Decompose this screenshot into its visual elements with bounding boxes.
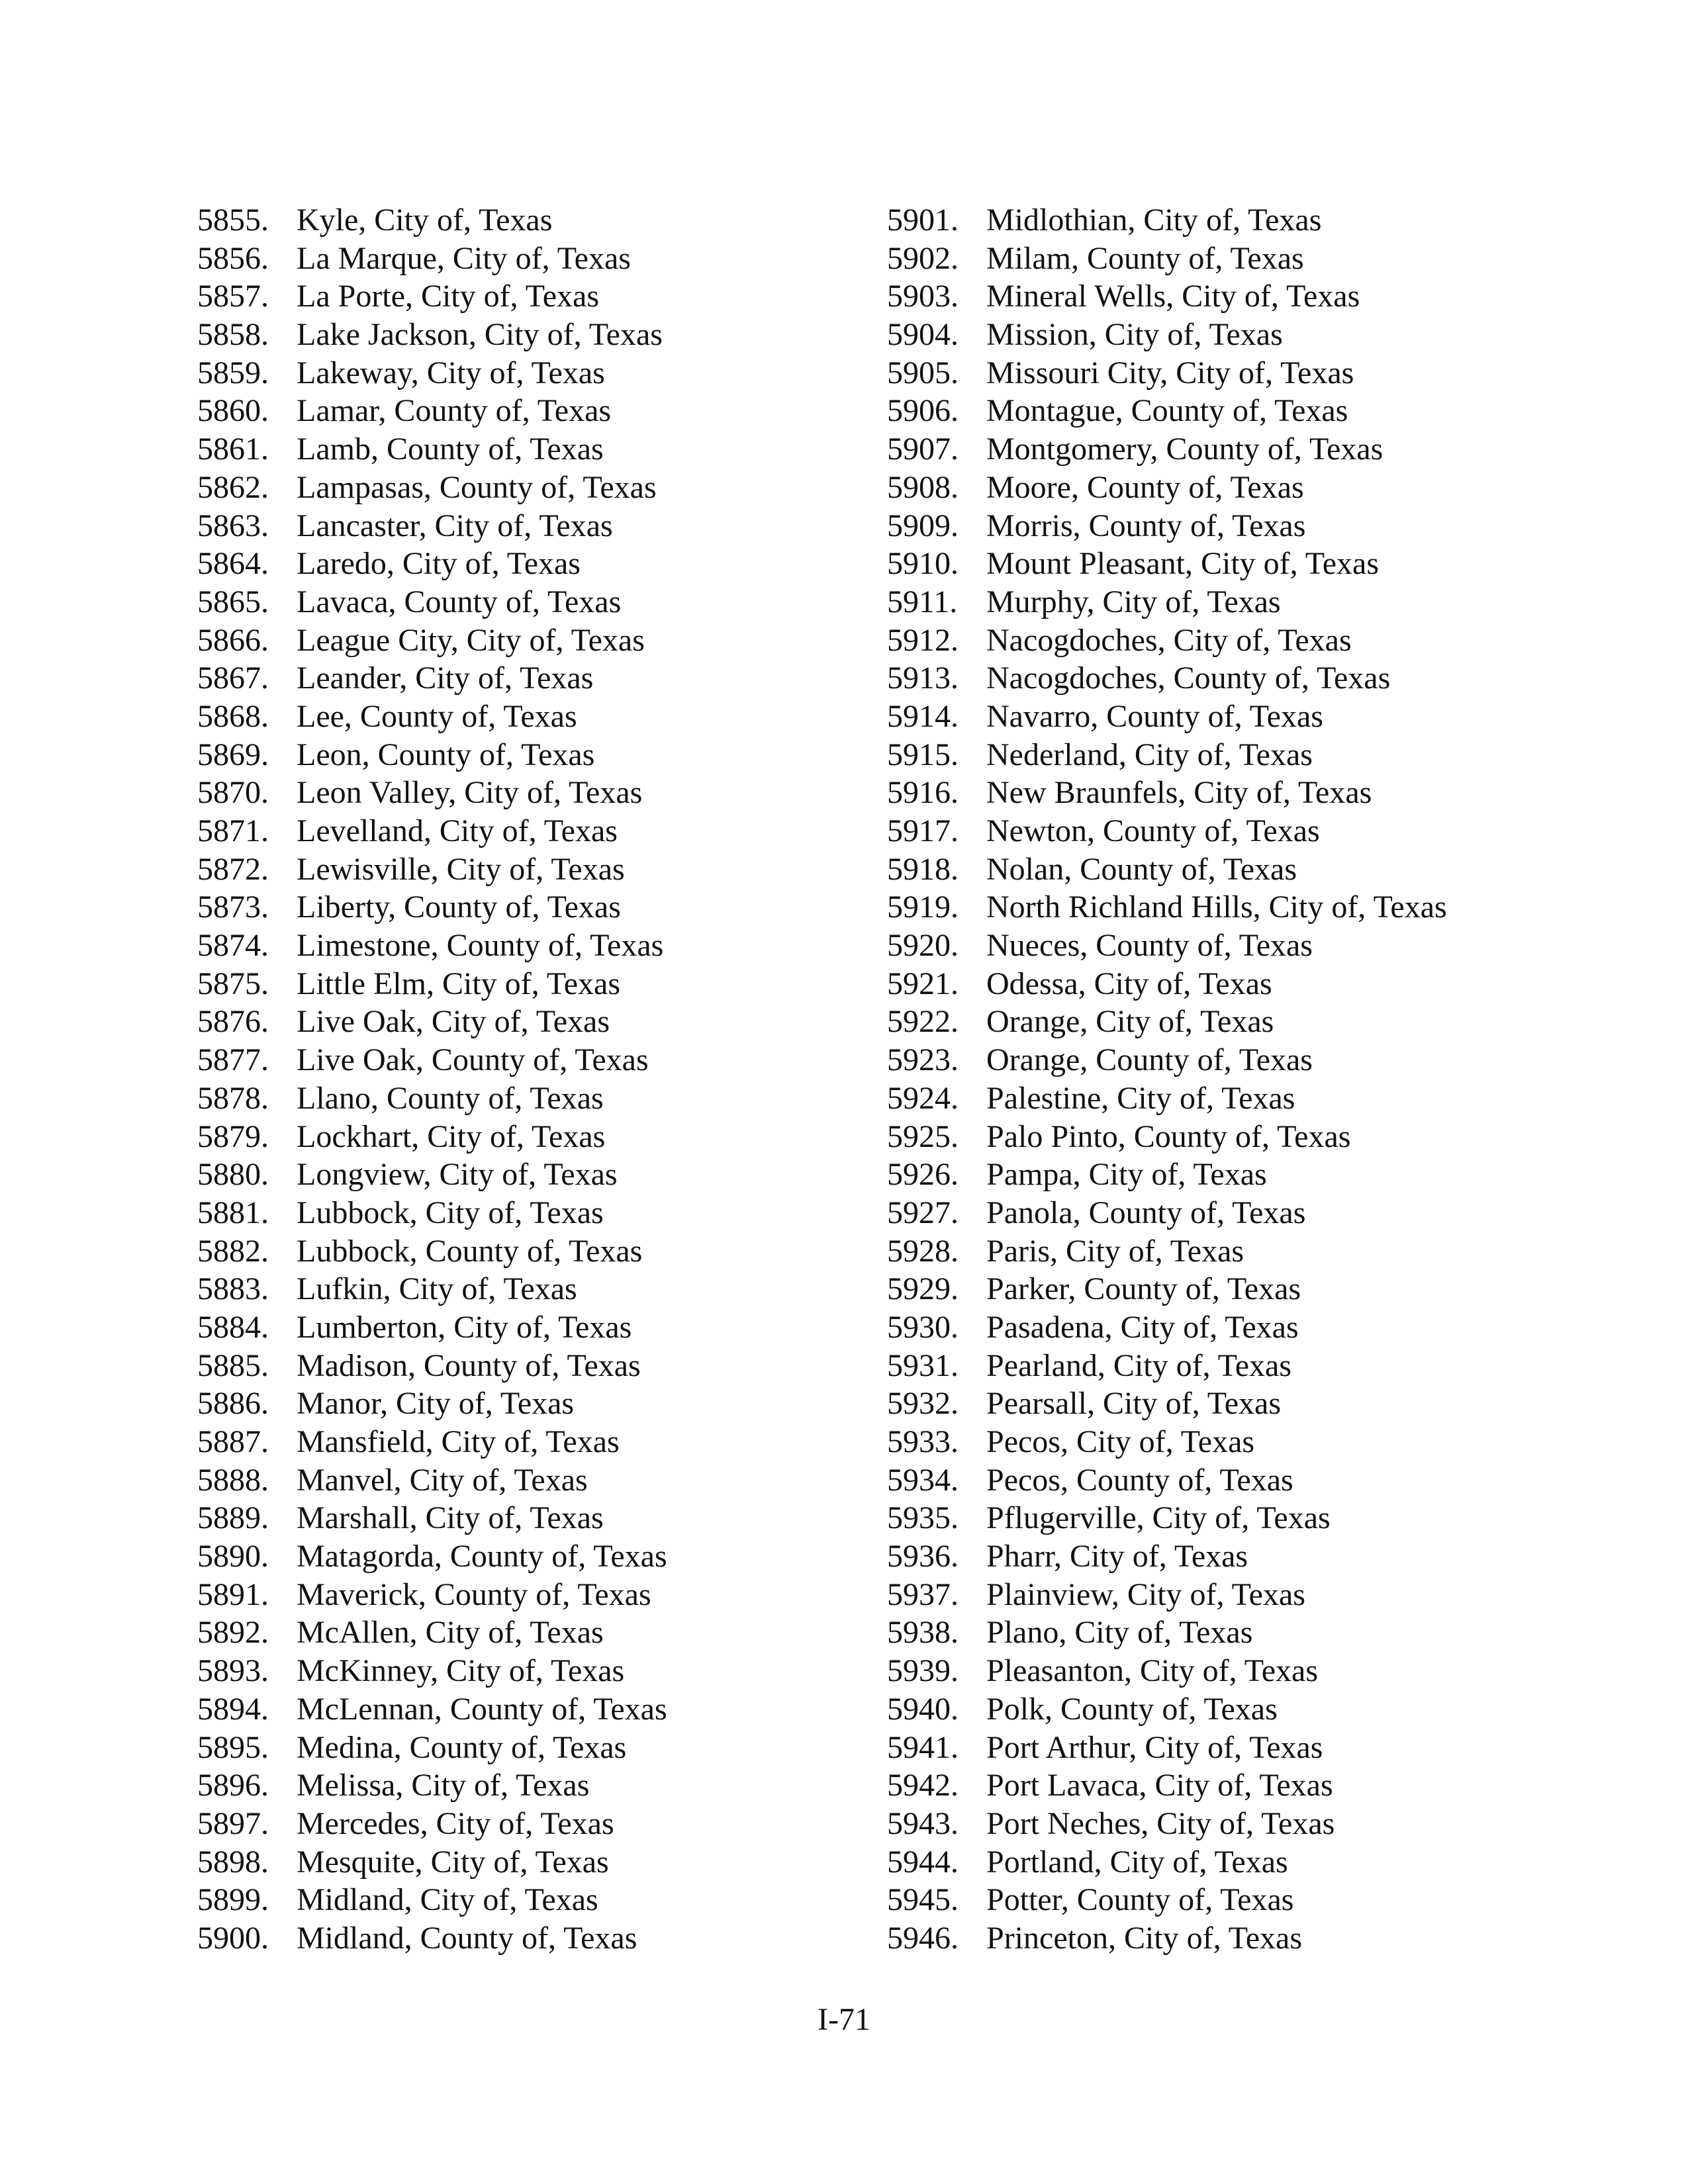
entry-number: 5939. [887,1653,959,1689]
entry-number: 5935. [887,1500,959,1536]
list-item [887,1652,1447,1690]
entry-name: Nolan, County of, Texas [986,851,1297,887]
list-item [197,965,667,1003]
list-item [887,1385,1447,1423]
entry-number: 5938. [887,1615,959,1651]
entry-name: Live Oak, County of, Texas [297,1042,649,1078]
entry-name: Mineral Wells, City of, Texas [986,279,1360,314]
list-item [197,1614,667,1652]
list-item [197,1652,667,1690]
entry-name: Mesquite, City of, Texas [297,1844,609,1880]
list-item [887,1805,1447,1843]
entry-name: Pasadena, City of, Texas [986,1309,1299,1345]
entry-number: 5932. [887,1386,959,1422]
entry-name: Pearland, City of, Texas [986,1347,1291,1383]
entry-number: 5864. [197,546,269,582]
entry-number: 5924. [887,1080,959,1116]
list-item [887,774,1447,812]
entry-number: 5918. [887,851,959,887]
list-item [197,507,667,545]
list-item [887,1041,1447,1079]
entry-name: Lancaster, City of, Texas [297,508,613,543]
entry-name: Polk, County of, Texas [986,1691,1278,1727]
entry-name: Pearsall, City of, Texas [986,1386,1282,1422]
entry-number: 5913. [887,660,959,696]
list-item [887,1156,1447,1194]
entry-name: Pharr, City of, Texas [986,1539,1248,1574]
entry-number: 5862. [197,469,269,505]
entry-name: Orange, City of, Texas [986,1004,1274,1040]
list-item [887,1766,1447,1805]
entry-number: 5859. [197,355,269,390]
list-item [887,583,1447,621]
entry-name: Midland, County of, Texas [297,1920,637,1956]
entry-number: 5878. [197,1080,269,1116]
entry-number: 5919. [887,889,959,925]
entry-number: 5922. [887,1004,959,1040]
entry-name: Manvel, City of, Texas [297,1462,588,1498]
entry-name: McLennan, County of, Texas [297,1691,667,1727]
list-item [887,545,1447,583]
entry-name: Madison, County of, Texas [297,1347,641,1383]
entry-name: Port Lavaca, City of, Texas [986,1768,1333,1803]
entry-name: Leon, County of, Texas [297,737,595,772]
list-item [197,1919,667,1958]
entry-name: Manor, City of, Texas [297,1386,575,1422]
entry-name: Port Arthur, City of, Texas [986,1729,1323,1765]
entry-number: 5880. [197,1157,269,1193]
entry-name: Lubbock, City of, Texas [297,1195,604,1230]
list-item [887,888,1447,927]
list-item [197,1423,667,1461]
entry-name: Mission, City of, Texas [986,317,1283,353]
entry-name: Moore, County of, Texas [986,469,1304,505]
list-item [887,1461,1447,1500]
entry-name: Marshall, City of, Texas [297,1500,604,1536]
entry-name: Laredo, City of, Texas [297,546,581,582]
entry-name: Nueces, County of, Texas [986,928,1313,964]
list-item [197,1537,667,1576]
list-item [197,1385,667,1423]
list-item [887,1347,1447,1385]
entry-name: Lumberton, City of, Texas [297,1309,632,1345]
list-item [197,698,667,736]
entry-name: Pflugerville, City of, Texas [986,1500,1331,1536]
list-item [887,1614,1447,1652]
page-number: I-71 [818,2002,870,2037]
entry-number: 5885. [197,1347,269,1383]
entry-number: 5893. [197,1653,269,1689]
entry-number: 5914. [887,698,959,734]
entry-name: Montague, County of, Texas [986,393,1348,429]
entry-number: 5876. [197,1004,269,1040]
entry-name: Portland, City of, Texas [986,1844,1288,1880]
list-item [197,1499,667,1537]
entry-number: 5868. [197,698,269,734]
entry-number: 5930. [887,1309,959,1345]
list-item [887,392,1447,430]
list-item [197,1843,667,1882]
list-item [197,430,667,469]
entry-number: 5857. [197,279,269,314]
entry-number: 5872. [197,851,269,887]
entry-number: 5879. [197,1118,269,1154]
entry-name: Milam, County of, Texas [986,240,1304,276]
entry-number: 5917. [887,813,959,848]
entry-name: Potter, County of, Texas [986,1882,1294,1918]
entry-name: Kyle, City of, Texas [297,203,553,238]
entry-name: Mansfield, City of, Texas [297,1424,620,1459]
entry-name: Medina, County of, Texas [297,1729,627,1765]
list-item [887,736,1447,774]
list-item [887,354,1447,392]
entry-name: Missouri City, City of, Texas [986,355,1354,390]
entry-name: Port Neches, City of, Texas [986,1805,1335,1841]
entry-number: 5940. [887,1691,959,1727]
entry-name: Palestine, City of, Texas [986,1080,1295,1116]
entry-number: 5929. [887,1271,959,1307]
list-item [197,1805,667,1843]
entry-name: Lampasas, County of, Texas [297,469,657,505]
entry-number: 5867. [197,660,269,696]
entry-name: Lubbock, County of, Texas [297,1233,643,1269]
list-item [887,277,1447,316]
entry-name: Paris, City of, Texas [986,1233,1244,1269]
entry-name: Midlothian, City of, Texas [986,203,1322,238]
entry-number: 5899. [197,1882,269,1918]
entry-number: 5877. [197,1042,269,1078]
entry-number: 5908. [887,469,959,505]
list-item [887,621,1447,660]
list-item [197,621,667,660]
list-item [887,507,1447,545]
entry-name: Montgomery, County of, Texas [986,432,1383,467]
entry-number: 5882. [197,1233,269,1269]
entry-name: Mount Pleasant, City of, Texas [986,546,1380,582]
entry-number: 5898. [197,1844,269,1880]
entry-name: Lufkin, City of, Texas [297,1271,577,1307]
list-item [197,888,667,927]
right-column-list [887,201,1447,1958]
entry-name: Nacogdoches, County of, Texas [986,660,1391,696]
entry-number: 5928. [887,1233,959,1269]
list-item [197,316,667,354]
entry-number: 5931. [887,1347,959,1383]
entry-number: 5906. [887,393,959,429]
list-item [197,1690,667,1729]
list-item [197,354,667,392]
entry-name: League City, City of, Texas [297,622,645,658]
entry-name: Orange, County of, Texas [986,1042,1313,1078]
list-item [887,240,1447,278]
entry-name: Lee, County of, Texas [297,698,577,734]
entry-number: 5903. [887,279,959,314]
entry-number: 5861. [197,432,269,467]
entry-number: 5905. [887,355,959,390]
entry-number: 5941. [887,1729,959,1765]
list-item [197,277,667,316]
entry-name: Panola, County of, Texas [986,1195,1306,1230]
list-item [197,1766,667,1805]
list-item [197,1003,667,1041]
entry-name: Newton, County of, Texas [986,813,1320,848]
list-item [197,392,667,430]
list-item [197,736,667,774]
list-item [887,1537,1447,1576]
entry-name: Morris, County of, Texas [986,508,1306,543]
list-item [887,1423,1447,1461]
entry-number: 5871. [197,813,269,848]
entry-number: 5925. [887,1118,959,1154]
list-item [197,1270,667,1308]
entry-number: 5890. [197,1539,269,1574]
list-item [887,430,1447,469]
list-item [887,1843,1447,1882]
list-item [197,240,667,278]
entry-name: Odessa, City of, Texas [986,966,1272,1001]
list-item [887,469,1447,507]
entry-name: Lakeway, City of, Texas [297,355,605,390]
entry-name: Maverick, County of, Texas [297,1576,651,1612]
entry-number: 5945. [887,1882,959,1918]
list-item [887,812,1447,850]
entry-name: Matagorda, County of, Texas [297,1539,667,1574]
list-item [887,659,1447,698]
list-item [887,698,1447,736]
list-item [887,1499,1447,1537]
list-item [197,583,667,621]
entry-number: 5866. [197,622,269,658]
list-item [197,1079,667,1118]
entry-name: Pecos, County of, Texas [986,1462,1293,1498]
entry-name: Lake Jackson, City of, Texas [297,317,663,353]
entry-name: Little Elm, City of, Texas [297,966,621,1001]
entry-name: Llano, County of, Texas [297,1080,604,1116]
entry-number: 5894. [197,1691,269,1727]
list-item [887,1003,1447,1041]
entry-number: 5892. [197,1615,269,1651]
entry-name: Plainview, City of, Texas [986,1576,1305,1612]
entry-number: 5933. [887,1424,959,1459]
entry-number: 5907. [887,432,959,467]
entry-name: Liberty, County of, Texas [297,889,621,925]
list-item [197,659,667,698]
list-item [197,1461,667,1500]
list-item [197,1232,667,1271]
list-item [197,1881,667,1919]
entry-number: 5870. [197,775,269,811]
entry-name: Princeton, City of, Texas [986,1920,1303,1956]
list-item [887,1576,1447,1614]
list-item [887,1270,1447,1308]
entry-name: Navarro, County of, Texas [986,698,1323,734]
entry-number: 5901. [887,203,959,238]
entry-number: 5858. [197,317,269,353]
list-item [887,1919,1447,1958]
list-item [197,1041,667,1079]
entry-name: Lamar, County of, Texas [297,393,612,429]
list-item [197,1308,667,1347]
entry-number: 5881. [197,1195,269,1230]
list-item [887,1194,1447,1232]
entry-name: La Marque, City of, Texas [297,240,631,276]
entry-name: New Braunfels, City of, Texas [986,775,1372,811]
entry-number: 5912. [887,622,959,658]
entry-number: 5855. [197,203,269,238]
entry-number: 5860. [197,393,269,429]
entry-number: 5934. [887,1462,959,1498]
entry-number: 5856. [197,240,269,276]
entry-number: 5889. [197,1500,269,1536]
entry-number: 5943. [887,1805,959,1841]
list-item [197,1194,667,1232]
list-item [197,545,667,583]
list-item [197,1576,667,1614]
list-item [887,1079,1447,1118]
list-item [197,812,667,850]
entry-number: 5944. [887,1844,959,1880]
entry-name: McAllen, City of, Texas [297,1615,604,1651]
entry-name: North Richland Hills, City of, Texas [986,889,1447,925]
entry-number: 5875. [197,966,269,1001]
list-item [197,1156,667,1194]
left-column-list [197,201,667,1958]
list-item [197,201,667,240]
entry-number: 5884. [197,1309,269,1345]
entry-number: 5896. [197,1768,269,1803]
entry-number: 5865. [197,584,269,619]
entry-name: Lavaca, County of, Texas [297,584,622,619]
entry-name: Palo Pinto, County of, Texas [986,1118,1351,1154]
list-item [197,1729,667,1767]
list-item [197,1118,667,1156]
entry-name: Pleasanton, City of, Texas [986,1653,1319,1689]
entry-name: Pampa, City of, Texas [986,1157,1267,1193]
list-item [887,201,1447,240]
list-item [887,1881,1447,1919]
entry-number: 5915. [887,737,959,772]
entry-number: 5873. [197,889,269,925]
entry-name: Nederland, City of, Texas [986,737,1313,772]
entry-name: Leon Valley, City of, Texas [297,775,643,811]
entry-number: 5897. [197,1805,269,1841]
entry-name: McKinney, City of, Texas [297,1653,625,1689]
list-item [887,965,1447,1003]
list-item [197,927,667,965]
entry-name: Plano, City of, Texas [986,1615,1253,1651]
entry-name: Mercedes, City of, Texas [297,1805,614,1841]
entry-name: Lamb, County of, Texas [297,432,604,467]
entry-name: Lewisville, City of, Texas [297,851,625,887]
entry-number: 5904. [887,317,959,353]
entry-number: 5942. [887,1768,959,1803]
entry-name: Pecos, City of, Texas [986,1424,1255,1459]
entry-name: Nacogdoches, City of, Texas [986,622,1352,658]
list-item [887,1690,1447,1729]
entry-name: Levelland, City of, Texas [297,813,618,848]
entry-number: 5863. [197,508,269,543]
entry-name: Limestone, County of, Texas [297,928,664,964]
entry-number: 5886. [197,1386,269,1422]
entry-name: Midland, City of, Texas [297,1882,598,1918]
entry-number: 5910. [887,546,959,582]
entry-name: Leander, City of, Texas [297,660,594,696]
list-item [887,1729,1447,1767]
entry-number: 5883. [197,1271,269,1307]
entry-number: 5900. [197,1920,269,1956]
entry-name: Live Oak, City of, Texas [297,1004,610,1040]
entry-number: 5927. [887,1195,959,1230]
entry-number: 5909. [887,508,959,543]
entry-name: Melissa, City of, Texas [297,1768,590,1803]
entry-number: 5911. [887,584,958,619]
entry-number: 5920. [887,928,959,964]
entry-number: 5946. [887,1920,959,1956]
list-item [887,850,1447,889]
list-item [887,1308,1447,1347]
entry-number: 5895. [197,1729,269,1765]
entry-number: 5874. [197,928,269,964]
entry-number: 5887. [197,1424,269,1459]
list-item [887,1118,1447,1156]
entry-number: 5923. [887,1042,959,1078]
entry-number: 5869. [197,737,269,772]
entry-name: Murphy, City of, Texas [986,584,1281,619]
list-item [197,774,667,812]
entry-number: 5902. [887,240,959,276]
entry-number: 5888. [197,1462,269,1498]
list-item [887,316,1447,354]
list-item [197,469,667,507]
entry-number: 5937. [887,1576,959,1612]
list-item [887,927,1447,965]
list-item [197,850,667,889]
entry-number: 5916. [887,775,959,811]
entry-number: 5891. [197,1576,269,1612]
list-item [887,1232,1447,1271]
entry-number: 5926. [887,1157,959,1193]
entry-name: Parker, County of, Texas [986,1271,1301,1307]
entry-name: Lockhart, City of, Texas [297,1118,606,1154]
entry-name: La Porte, City of, Texas [297,279,600,314]
list-item [197,1347,667,1385]
entry-number: 5921. [887,966,959,1001]
entry-name: Longview, City of, Texas [297,1157,618,1193]
entry-number: 5936. [887,1539,959,1574]
